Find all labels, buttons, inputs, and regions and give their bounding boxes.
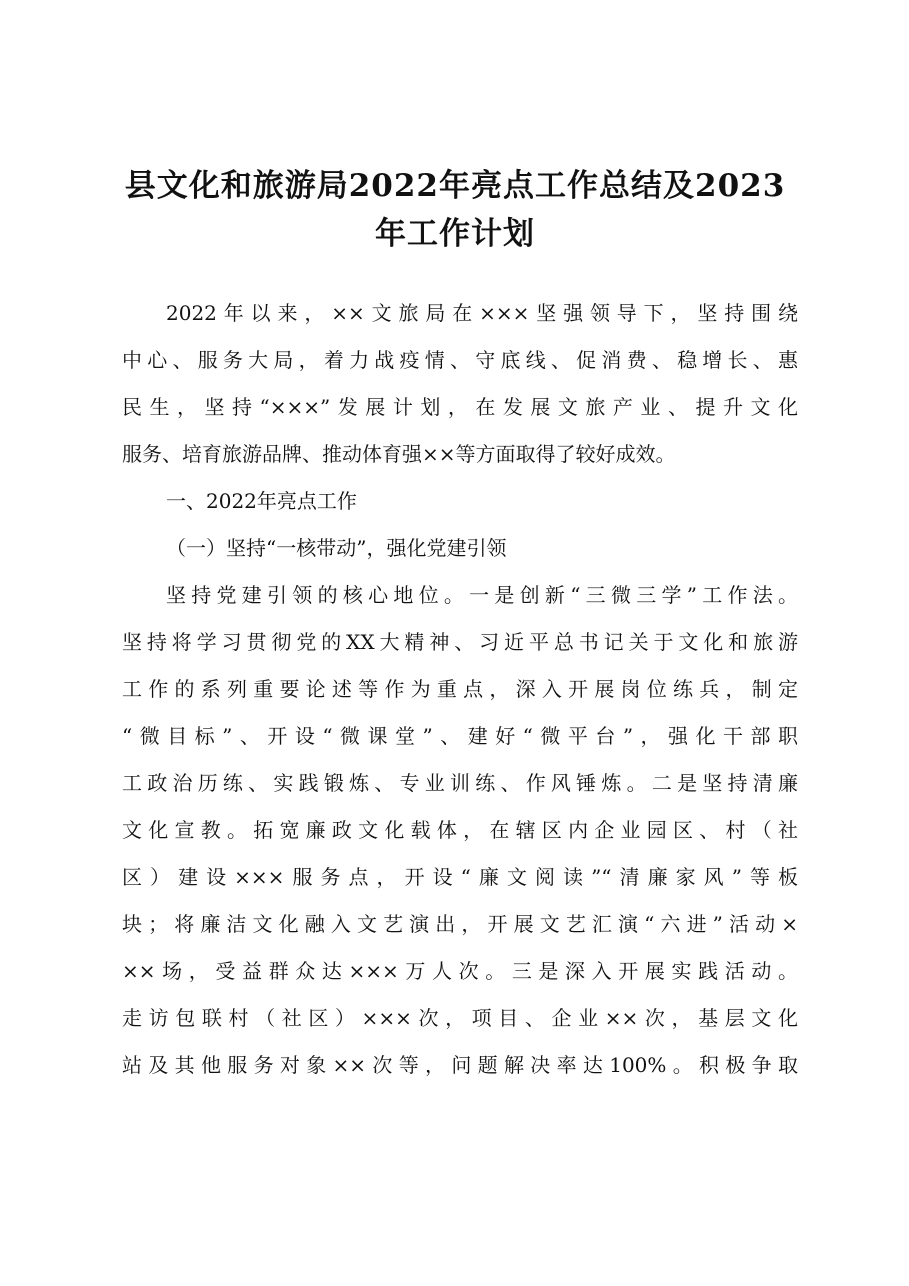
paragraph-2-line-10: 走访包联村（社区）×××次，项目、企业××次，基层文化 [122,1006,798,1030]
paragraph-1-line-2: 中心、服务大局，着力战疫情、守底线、促消费、稳增长、惠 [122,348,798,372]
subsection-heading: （一）坚持“一核带动”，强化党建引领 [166,536,507,560]
paragraph-2-line-11: 站及其他服务对象××次等，问题解决率达100%。积极争取 [122,1053,798,1077]
paragraph-2-line-8: 块；将廉洁文化融入文艺演出，开展文艺汇演“六进”活动× [122,912,798,936]
paragraph-2-line-4: “微目标”、开设“微课堂”、建好“微平台”，强化干部职 [122,724,798,748]
paragraph-1-line-3: 民生，坚持“×××”发展计划，在发展文旅产业、提升文化 [122,395,798,419]
document-title-line-2: 年工作计划 [375,216,535,252]
paragraph-2-line-9: ××场，受益群众达×××万人次。三是深入开展实践活动。 [122,959,798,983]
document-title-line-1: 县文化和旅游局2022年亮点工作总结及2023 [124,168,786,204]
paragraph-2-line-5: 工政治历练、实践锻炼、专业训练、作风锤炼。二是坚持清廉 [122,771,798,795]
paragraph-1-line-1: 2022年以来，××文旅局在×××坚强领导下，坚持围绕 [166,301,798,325]
document-body [122,290,798,1089]
paragraph-1-line-4: 服务、培育旅游品牌、推动体育强××等方面取得了较好成效。 [122,442,676,466]
section-heading: 一、2022年亮点工作 [166,489,357,513]
paragraph-2-line-2: 坚持将学习贯彻党的XX大精神、习近平总书记关于文化和旅游 [122,630,798,654]
paragraph-2-line-1: 坚持党建引领的核心地位。一是创新“三微三学”工作法。 [166,583,798,607]
paragraph-2-line-3: 工作的系列重要论述等作为重点，深入开展岗位练兵，制定 [122,677,798,701]
paragraph-2-line-7: 区）建设×××服务点，开设“廉文阅读”“清廉家风”等板 [122,865,798,889]
paragraph-2-line-6: 文化宣教。拓宽廉政文化载体，在辖区内企业园区、村（社 [122,818,798,842]
